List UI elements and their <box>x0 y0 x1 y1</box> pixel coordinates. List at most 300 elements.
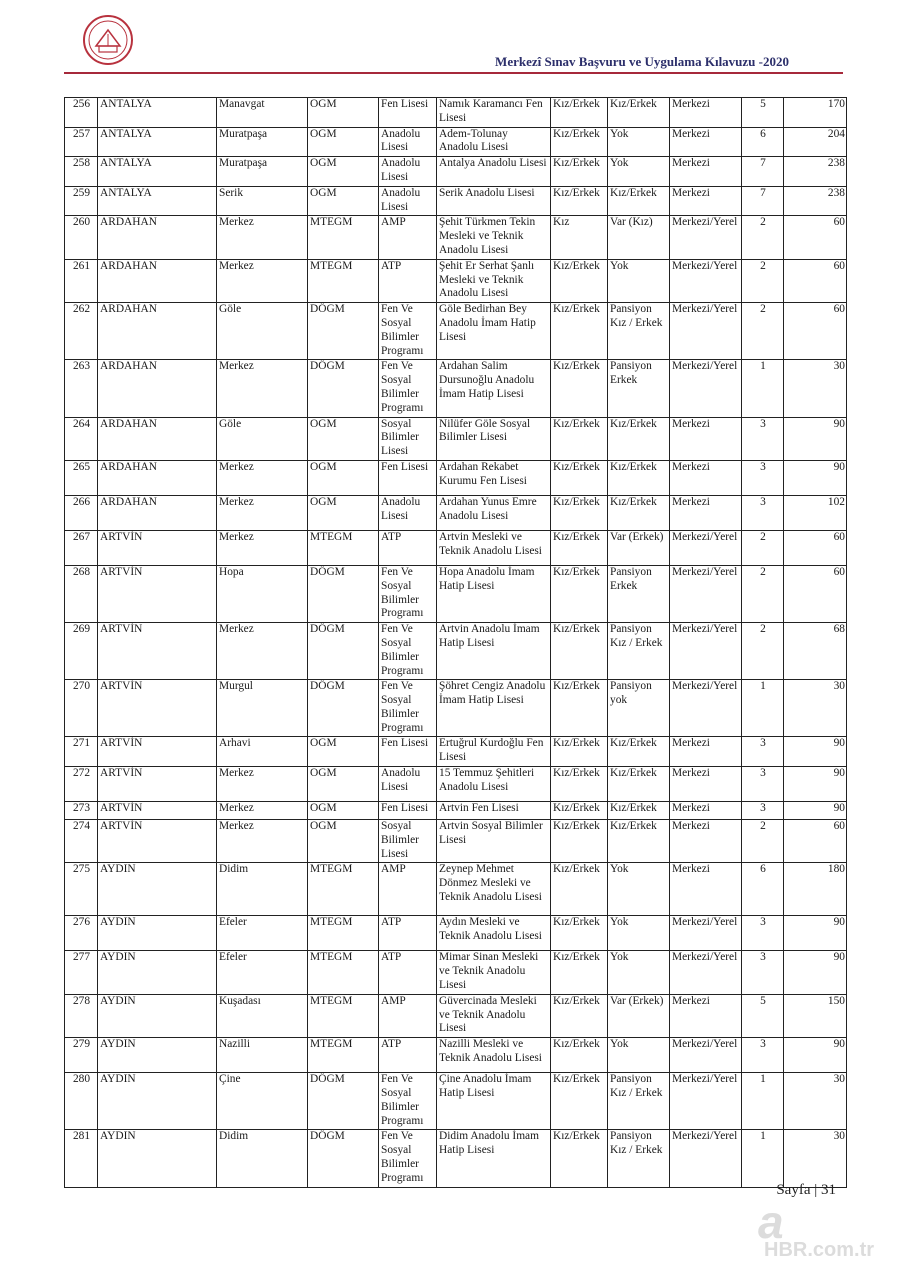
table-body <box>65 98 847 1188</box>
cell-quota: 60 <box>784 820 847 863</box>
cell-row-number: 264 <box>65 417 98 460</box>
cell-program-type: Fen Lisesi <box>379 460 437 495</box>
cell-row-number: 280 <box>65 1073 98 1130</box>
cell-directorate: DÖGM <box>308 565 379 622</box>
cell-gender: Kız/Erkek <box>551 863 608 916</box>
cell-program-type: Anadolu Lisesi <box>379 127 437 157</box>
cell-school-name: Serik Anadolu Lisesi <box>437 186 551 216</box>
cell-school-name: Artvin Fen Lisesi <box>437 802 551 820</box>
cell-school-name: Antalya Anadolu Lisesi <box>437 157 551 187</box>
cell-district: Merkez <box>217 460 308 495</box>
cell-province: ARDAHAN <box>98 216 217 259</box>
cell-school-name: Ardahan Rekabet Kurumu Fen Lisesi <box>437 460 551 495</box>
table-row <box>65 767 847 802</box>
cell-program-type: AMP <box>379 994 437 1037</box>
cell-gender: Kız/Erkek <box>551 98 608 128</box>
cell-province: ANTALYA <box>98 127 217 157</box>
cell-class-count: 6 <box>742 863 784 916</box>
cell-row-number: 267 <box>65 530 98 565</box>
cell-quota: 68 <box>784 623 847 680</box>
cell-province: ARTVİN <box>98 623 217 680</box>
cell-district: Muratpaşa <box>217 157 308 187</box>
cell-class-count: 7 <box>742 157 784 187</box>
cell-quota: 238 <box>784 186 847 216</box>
table-row <box>65 530 847 565</box>
cell-placement-type: Merkezi <box>670 737 742 767</box>
cell-province: ARTVİN <box>98 530 217 565</box>
cell-program-type: Fen Ve Sosyal Bilimler Programı <box>379 303 437 360</box>
cell-directorate: OGM <box>308 737 379 767</box>
cell-hostel: Pansiyon Kız / Erkek <box>608 623 670 680</box>
cell-province: ARTVİN <box>98 767 217 802</box>
table-row <box>65 216 847 259</box>
cell-district: Merkez <box>217 495 308 530</box>
cell-quota: 102 <box>784 495 847 530</box>
cell-school-name: Ertuğrul Kurdoğlu Fen Lisesi <box>437 737 551 767</box>
cell-gender: Kız/Erkek <box>551 530 608 565</box>
cell-placement-type: Merkezi <box>670 157 742 187</box>
cell-program-type: Sosyal Bilimler Lisesi <box>379 417 437 460</box>
cell-directorate: DÖGM <box>308 303 379 360</box>
cell-directorate: MTEGM <box>308 994 379 1037</box>
cell-program-type: Fen Lisesi <box>379 802 437 820</box>
cell-school-name: Mimar Sinan Mesleki ve Teknik Anadolu Lisesi <box>437 951 551 994</box>
cell-row-number: 260 <box>65 216 98 259</box>
cell-district: Manavgat <box>217 98 308 128</box>
cell-row-number: 281 <box>65 1130 98 1187</box>
cell-gender: Kız/Erkek <box>551 820 608 863</box>
cell-gender: Kız/Erkek <box>551 303 608 360</box>
cell-district: Merkez <box>217 802 308 820</box>
cell-row-number: 261 <box>65 259 98 302</box>
cell-program-type: Fen Ve Sosyal Bilimler Programı <box>379 680 437 737</box>
cell-class-count: 3 <box>742 951 784 994</box>
cell-hostel: Kız/Erkek <box>608 495 670 530</box>
cell-school-name: Artvin Sosyal Bilimler Lisesi <box>437 820 551 863</box>
cell-class-count: 2 <box>742 530 784 565</box>
cell-hostel: Kız/Erkek <box>608 186 670 216</box>
cell-gender: Kız/Erkek <box>551 360 608 417</box>
cell-quota: 60 <box>784 530 847 565</box>
cell-class-count: 2 <box>742 623 784 680</box>
cell-quota: 30 <box>784 360 847 417</box>
cell-hostel: Yok <box>608 951 670 994</box>
cell-hostel: Var (Erkek) <box>608 994 670 1037</box>
cell-school-name: Ardahan Yunus Emre Anadolu Lisesi <box>437 495 551 530</box>
cell-province: ARTVİN <box>98 737 217 767</box>
cell-school-name: Güvercinada Mesleki ve Teknik Anadolu Lisesi <box>437 994 551 1037</box>
cell-directorate: OGM <box>308 495 379 530</box>
cell-school-name: Hopa Anadolu İmam Hatip Lisesi <box>437 565 551 622</box>
cell-row-number: 262 <box>65 303 98 360</box>
cell-gender: Kız/Erkek <box>551 916 608 951</box>
cell-program-type: Anadolu Lisesi <box>379 186 437 216</box>
cell-province: AYDIN <box>98 951 217 994</box>
cell-school-name: Aydın Mesleki ve Teknik Anadolu Lisesi <box>437 916 551 951</box>
cell-school-name: Artvin Mesleki ve Teknik Anadolu Lisesi <box>437 530 551 565</box>
cell-class-count: 2 <box>742 820 784 863</box>
cell-province: AYDIN <box>98 1130 217 1187</box>
cell-quota: 90 <box>784 802 847 820</box>
cell-placement-type: Merkezi <box>670 98 742 128</box>
cell-hostel: Kız/Erkek <box>608 820 670 863</box>
cell-gender: Kız/Erkek <box>551 259 608 302</box>
cell-quota: 90 <box>784 1038 847 1073</box>
cell-district: Kuşadası <box>217 994 308 1037</box>
cell-directorate: OGM <box>308 98 379 128</box>
table-row <box>65 1038 847 1073</box>
table-row <box>65 680 847 737</box>
cell-district: Çine <box>217 1073 308 1130</box>
cell-placement-type: Merkezi/Yerel <box>670 303 742 360</box>
cell-district: Didim <box>217 1130 308 1187</box>
cell-school-name: Adem-Tolunay Anadolu Lisesi <box>437 127 551 157</box>
cell-directorate: MTEGM <box>308 259 379 302</box>
cell-class-count: 1 <box>742 680 784 737</box>
cell-school-name: Şehit Türkmen Tekin Mesleki ve Teknik Anadolu Lisesi <box>437 216 551 259</box>
cell-class-count: 3 <box>742 802 784 820</box>
cell-class-count: 2 <box>742 303 784 360</box>
cell-placement-type: Merkezi <box>670 994 742 1037</box>
table-row <box>65 303 847 360</box>
cell-province: ARTVİN <box>98 680 217 737</box>
cell-row-number: 275 <box>65 863 98 916</box>
cell-program-type: Anadolu Lisesi <box>379 157 437 187</box>
cell-placement-type: Merkezi <box>670 820 742 863</box>
cell-quota: 60 <box>784 216 847 259</box>
cell-school-name: Namık Karamancı Fen Lisesi <box>437 98 551 128</box>
cell-school-name: Şöhret Cengiz Anadolu İmam Hatip Lisesi <box>437 680 551 737</box>
cell-district: Murgul <box>217 680 308 737</box>
cell-district: Merkez <box>217 216 308 259</box>
cell-class-count: 7 <box>742 186 784 216</box>
cell-program-type: Fen Ve Sosyal Bilimler Programı <box>379 565 437 622</box>
cell-province: ARDAHAN <box>98 360 217 417</box>
cell-province: ARDAHAN <box>98 303 217 360</box>
cell-quota: 30 <box>784 1073 847 1130</box>
table-row <box>65 565 847 622</box>
cell-hostel: Yok <box>608 157 670 187</box>
cell-placement-type: Merkezi <box>670 417 742 460</box>
table-row <box>65 98 847 128</box>
cell-province: AYDIN <box>98 994 217 1037</box>
cell-row-number: 278 <box>65 994 98 1037</box>
cell-placement-type: Merkezi/Yerel <box>670 1038 742 1073</box>
cell-placement-type: Merkezi/Yerel <box>670 216 742 259</box>
cell-hostel: Kız/Erkek <box>608 98 670 128</box>
cell-quota: 170 <box>784 98 847 128</box>
cell-class-count: 6 <box>742 127 784 157</box>
cell-district: Efeler <box>217 951 308 994</box>
cell-school-name: Zeynep Mehmet Dönmez Mesleki ve Teknik Anadolu Lisesi <box>437 863 551 916</box>
cell-quota: 90 <box>784 417 847 460</box>
cell-hostel: Kız/Erkek <box>608 767 670 802</box>
cell-placement-type: Merkezi/Yerel <box>670 1130 742 1187</box>
cell-directorate: MTEGM <box>308 530 379 565</box>
page-number: Sayfa | 31 <box>776 1182 836 1198</box>
cell-district: Efeler <box>217 916 308 951</box>
cell-program-type: ATP <box>379 530 437 565</box>
cell-program-type: Fen Lisesi <box>379 98 437 128</box>
cell-class-count: 3 <box>742 495 784 530</box>
table-row <box>65 863 847 916</box>
table-row <box>65 186 847 216</box>
table-row <box>65 259 847 302</box>
cell-row-number: 271 <box>65 737 98 767</box>
cell-placement-type: Merkezi/Yerel <box>670 530 742 565</box>
table-row <box>65 820 847 863</box>
cell-directorate: MTEGM <box>308 951 379 994</box>
cell-directorate: DÖGM <box>308 623 379 680</box>
cell-program-type: Anadolu Lisesi <box>379 495 437 530</box>
cell-class-count: 2 <box>742 216 784 259</box>
table-row <box>65 994 847 1037</box>
table-row <box>65 737 847 767</box>
cell-gender: Kız/Erkek <box>551 737 608 767</box>
cell-province: ARDAHAN <box>98 417 217 460</box>
cell-school-name: 15 Temmuz Şehitleri Anadolu Lisesi <box>437 767 551 802</box>
cell-school-name: Didim Anadolu İmam Hatip Lisesi <box>437 1130 551 1187</box>
cell-district: Nazilli <box>217 1038 308 1073</box>
cell-directorate: MTEGM <box>308 916 379 951</box>
table-row <box>65 916 847 951</box>
cell-hostel: Yok <box>608 863 670 916</box>
cell-province: ARTVİN <box>98 820 217 863</box>
cell-placement-type: Merkezi <box>670 863 742 916</box>
header-divider <box>64 72 843 74</box>
cell-quota: 238 <box>784 157 847 187</box>
table-row <box>65 360 847 417</box>
cell-row-number: 256 <box>65 98 98 128</box>
cell-gender: Kız/Erkek <box>551 1130 608 1187</box>
cell-directorate: OGM <box>308 127 379 157</box>
table-row <box>65 802 847 820</box>
cell-row-number: 277 <box>65 951 98 994</box>
cell-gender: Kız/Erkek <box>551 680 608 737</box>
cell-hostel: Pansiyon yok <box>608 680 670 737</box>
cell-hostel: Yok <box>608 127 670 157</box>
cell-directorate: DÖGM <box>308 1130 379 1187</box>
cell-quota: 90 <box>784 767 847 802</box>
cell-gender: Kız/Erkek <box>551 1073 608 1130</box>
cell-directorate: OGM <box>308 186 379 216</box>
cell-gender: Kız/Erkek <box>551 186 608 216</box>
cell-directorate: OGM <box>308 417 379 460</box>
cell-row-number: 269 <box>65 623 98 680</box>
watermark-text: HBR.com.tr <box>764 1239 875 1261</box>
cell-gender: Kız/Erkek <box>551 495 608 530</box>
cell-province: ARTVİN <box>98 802 217 820</box>
table-row <box>65 157 847 187</box>
cell-hostel: Pansiyon Kız / Erkek <box>608 303 670 360</box>
cell-district: Serik <box>217 186 308 216</box>
cell-quota: 180 <box>784 863 847 916</box>
cell-hostel: Var (Kız) <box>608 216 670 259</box>
cell-class-count: 2 <box>742 565 784 622</box>
cell-class-count: 1 <box>742 360 784 417</box>
cell-quota: 30 <box>784 680 847 737</box>
cell-directorate: OGM <box>308 157 379 187</box>
cell-directorate: MTEGM <box>308 216 379 259</box>
cell-district: Merkez <box>217 259 308 302</box>
cell-province: AYDIN <box>98 916 217 951</box>
cell-program-type: ATP <box>379 916 437 951</box>
cell-school-name: Şehit Er Serhat Şanlı Mesleki ve Teknik Anadolu Lisesi <box>437 259 551 302</box>
cell-province: AYDIN <box>98 1038 217 1073</box>
cell-program-type: Fen Ve Sosyal Bilimler Programı <box>379 1130 437 1187</box>
cell-row-number: 259 <box>65 186 98 216</box>
cell-row-number: 274 <box>65 820 98 863</box>
cell-class-count: 3 <box>742 1038 784 1073</box>
cell-gender: Kız/Erkek <box>551 802 608 820</box>
cell-district: Muratpaşa <box>217 127 308 157</box>
cell-class-count: 5 <box>742 98 784 128</box>
cell-district: Didim <box>217 863 308 916</box>
cell-province: ANTALYA <box>98 157 217 187</box>
cell-program-type: Fen Ve Sosyal Bilimler Programı <box>379 360 437 417</box>
cell-row-number: 272 <box>65 767 98 802</box>
document-title: Merkezî Sınav Başvuru ve Uygulama Kılavuzu -2020 <box>495 54 789 69</box>
cell-placement-type: Merkezi <box>670 127 742 157</box>
cell-class-count: 2 <box>742 259 784 302</box>
cell-province: ARDAHAN <box>98 460 217 495</box>
cell-placement-type: Merkezi/Yerel <box>670 680 742 737</box>
ministry-logo <box>82 14 134 66</box>
cell-directorate: MTEGM <box>308 1038 379 1073</box>
cell-district: Merkez <box>217 820 308 863</box>
cell-gender: Kız/Erkek <box>551 767 608 802</box>
cell-district: Merkez <box>217 767 308 802</box>
cell-school-name: Ardahan Salim Dursunoğlu Anadolu İmam Hatip Lisesi <box>437 360 551 417</box>
cell-quota: 60 <box>784 259 847 302</box>
cell-gender: Kız/Erkek <box>551 565 608 622</box>
cell-program-type: Anadolu Lisesi <box>379 767 437 802</box>
cell-hostel: Yok <box>608 1038 670 1073</box>
cell-hostel: Kız/Erkek <box>608 460 670 495</box>
cell-province: ARDAHAN <box>98 259 217 302</box>
cell-program-type: Fen Lisesi <box>379 737 437 767</box>
cell-placement-type: Merkezi <box>670 767 742 802</box>
cell-province: AYDIN <box>98 1073 217 1130</box>
cell-quota: 90 <box>784 916 847 951</box>
cell-quota: 90 <box>784 460 847 495</box>
cell-row-number: 279 <box>65 1038 98 1073</box>
cell-school-name: Artvin Anadolu İmam Hatip Lisesi <box>437 623 551 680</box>
cell-hostel: Pansiyon Kız / Erkek <box>608 1073 670 1130</box>
cell-program-type: ATP <box>379 951 437 994</box>
cell-class-count: 3 <box>742 737 784 767</box>
cell-row-number: 270 <box>65 680 98 737</box>
cell-program-type: Fen Ve Sosyal Bilimler Programı <box>379 1073 437 1130</box>
cell-gender: Kız/Erkek <box>551 157 608 187</box>
table-row <box>65 460 847 495</box>
cell-placement-type: Merkezi/Yerel <box>670 951 742 994</box>
table-row <box>65 1130 847 1187</box>
cell-placement-type: Merkezi <box>670 802 742 820</box>
cell-district: Merkez <box>217 360 308 417</box>
table-row <box>65 951 847 994</box>
cell-school-name: Nazilli Mesleki ve Teknik Anadolu Lisesi <box>437 1038 551 1073</box>
cell-row-number: 258 <box>65 157 98 187</box>
cell-program-type: Sosyal Bilimler Lisesi <box>379 820 437 863</box>
cell-row-number: 266 <box>65 495 98 530</box>
cell-class-count: 5 <box>742 994 784 1037</box>
hbr-watermark <box>750 1200 900 1264</box>
cell-quota: 30 <box>784 1130 847 1187</box>
cell-province: ANTALYA <box>98 98 217 128</box>
cell-placement-type: Merkezi/Yerel <box>670 565 742 622</box>
cell-gender: Kız/Erkek <box>551 951 608 994</box>
cell-class-count: 1 <box>742 1073 784 1130</box>
cell-quota: 60 <box>784 303 847 360</box>
cell-row-number: 273 <box>65 802 98 820</box>
cell-class-count: 1 <box>742 1130 784 1187</box>
cell-school-name: Nilüfer Göle Sosyal Bilimler Lisesi <box>437 417 551 460</box>
cell-program-type: AMP <box>379 863 437 916</box>
cell-province: AYDIN <box>98 863 217 916</box>
cell-gender: Kız/Erkek <box>551 1038 608 1073</box>
cell-hostel: Var (Erkek) <box>608 530 670 565</box>
cell-class-count: 3 <box>742 767 784 802</box>
cell-program-type: Fen Ve Sosyal Bilimler Programı <box>379 623 437 680</box>
cell-program-type: AMP <box>379 216 437 259</box>
cell-hostel: Kız/Erkek <box>608 802 670 820</box>
cell-quota: 204 <box>784 127 847 157</box>
cell-directorate: DÖGM <box>308 680 379 737</box>
cell-hostel: Yok <box>608 259 670 302</box>
cell-province: ARTVİN <box>98 565 217 622</box>
cell-directorate: OGM <box>308 802 379 820</box>
cell-directorate: OGM <box>308 767 379 802</box>
cell-placement-type: Merkezi <box>670 186 742 216</box>
cell-gender: Kız/Erkek <box>551 127 608 157</box>
table-row <box>65 495 847 530</box>
cell-row-number: 265 <box>65 460 98 495</box>
table-row <box>65 127 847 157</box>
cell-district: Arhavi <box>217 737 308 767</box>
cell-gender: Kız/Erkek <box>551 417 608 460</box>
cell-quota: 60 <box>784 565 847 622</box>
cell-class-count: 3 <box>742 417 784 460</box>
cell-placement-type: Merkezi <box>670 495 742 530</box>
cell-quota: 90 <box>784 951 847 994</box>
cell-directorate: DÖGM <box>308 360 379 417</box>
cell-hostel: Pansiyon Erkek <box>608 565 670 622</box>
cell-district: Göle <box>217 303 308 360</box>
cell-district: Merkez <box>217 623 308 680</box>
cell-gender: Kız/Erkek <box>551 460 608 495</box>
cell-directorate: OGM <box>308 820 379 863</box>
cell-directorate: MTEGM <box>308 863 379 916</box>
cell-province: ANTALYA <box>98 186 217 216</box>
table-row <box>65 1073 847 1130</box>
cell-district: Hopa <box>217 565 308 622</box>
cell-school-name: Göle Bedirhan Bey Anadolu İmam Hatip Lisesi <box>437 303 551 360</box>
cell-row-number: 257 <box>65 127 98 157</box>
cell-placement-type: Merkezi/Yerel <box>670 1073 742 1130</box>
cell-province: ARDAHAN <box>98 495 217 530</box>
watermark-letter: a <box>758 1200 784 1248</box>
cell-placement-type: Merkezi/Yerel <box>670 916 742 951</box>
cell-hostel: Kız/Erkek <box>608 417 670 460</box>
cell-hostel: Pansiyon Erkek <box>608 360 670 417</box>
cell-placement-type: Merkezi/Yerel <box>670 360 742 417</box>
cell-directorate: DÖGM <box>308 1073 379 1130</box>
cell-gender: Kız/Erkek <box>551 994 608 1037</box>
cell-district: Merkez <box>217 530 308 565</box>
cell-school-name: Çine Anadolu İmam Hatip Lisesi <box>437 1073 551 1130</box>
table-row <box>65 417 847 460</box>
